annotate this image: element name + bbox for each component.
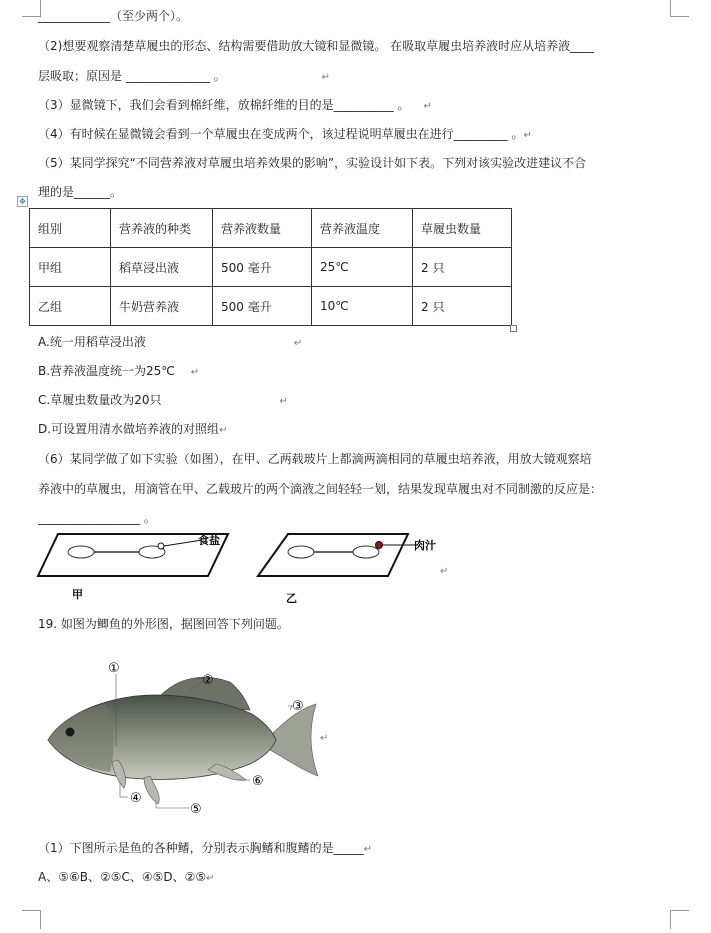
table-row bbox=[30, 248, 512, 287]
slide-left bbox=[38, 533, 228, 601]
page-corner-bottom-right bbox=[670, 910, 689, 929]
paragraph-mark: ↵ bbox=[321, 72, 331, 83]
question-line-9: 养液中的草履虫，用滴管在甲、乙载玻片的两个滴液之间轻轻一划，结果发现草履虫对不同制激的反应是： bbox=[38, 482, 603, 496]
table-cell: 2 只 bbox=[413, 287, 512, 326]
tail-fin bbox=[270, 704, 318, 776]
page-corner-bottom-left bbox=[22, 910, 41, 929]
question-line-7: 理的是______。 bbox=[38, 185, 123, 199]
table-header-cell: 营养液数量 bbox=[213, 209, 312, 248]
question-line-10: _________________ 。 bbox=[38, 511, 156, 525]
paragraph-mark: ↵ bbox=[363, 844, 373, 855]
question-line-2: （2)想要观察清楚草履虫的形态、结构需要借助放大镜和显微镜。 在吸取草履虫培养液时应从培养液____ bbox=[38, 39, 595, 53]
question-line-3: 层吸取；原因是 ______________ 。 ↵ bbox=[38, 69, 331, 83]
paragraph-mark: ↵ bbox=[279, 396, 288, 407]
question-line-6: （5）某同学探究“不同营养液对草履虫培养效果的影响”，实验设计如下表。下列对该实验改进建议不合 bbox=[38, 156, 587, 170]
table-header-row bbox=[30, 209, 512, 248]
paragraph-mark: ↵ bbox=[219, 425, 228, 436]
table-resize-handle[interactable] bbox=[510, 325, 517, 332]
fish-label-1: ① bbox=[108, 661, 120, 676]
fish-label-5: ⑤ bbox=[190, 802, 202, 817]
page-corner-top-right bbox=[670, 0, 689, 17]
option-b: B.营养液温度统一为25℃ ↵ bbox=[38, 364, 200, 378]
salt-label: 食盐 bbox=[198, 534, 220, 547]
table-header-cell: 营养液的种类 bbox=[111, 209, 213, 248]
fish-head-shade bbox=[48, 704, 113, 772]
table-cell: 2 只 bbox=[413, 248, 512, 287]
question-line-1: ____________（至少两个）。 bbox=[38, 9, 189, 23]
slide-left-caption: 甲 bbox=[72, 588, 83, 601]
fish-label-4: ④ bbox=[130, 791, 142, 806]
option-d: D.可设置用清水做培养液的对照组↵ bbox=[38, 422, 228, 436]
table-row bbox=[30, 287, 512, 326]
paragraph-mark: ↵ bbox=[293, 338, 303, 349]
fish-label-3: ③ bbox=[292, 699, 304, 714]
question-line-5: （4）有时候在显微镜会看到一个草履虫在变成两个，该过程说明草履虫在进行_________ 。↵ bbox=[38, 127, 532, 141]
question-19-options: A、⑤⑥B、②⑤C、④⑤D、②⑤↵ bbox=[38, 870, 215, 884]
fish-figure bbox=[40, 652, 340, 822]
table-cell: 10℃ bbox=[312, 287, 413, 326]
paragraph-mark: ↵ bbox=[423, 101, 432, 112]
paragraph-mark: ↵ bbox=[440, 566, 449, 577]
table-move-handle[interactable]: ✥ bbox=[17, 196, 28, 207]
table-header-cell: 营养液温度 bbox=[312, 209, 413, 248]
fish-eye bbox=[66, 728, 75, 737]
option-c: C.草履虫数量改为20只 ↵ bbox=[38, 393, 288, 407]
fish-label-2: ② bbox=[202, 673, 214, 688]
juice-label: 肉汁 bbox=[414, 539, 436, 552]
table-cell: 甲组 bbox=[30, 248, 111, 287]
slide-right bbox=[258, 534, 436, 605]
paragraph-mark: ↵ bbox=[206, 873, 215, 884]
question-line-4: （3）显微镜下，我们会看到棉纤维，放棉纤维的目的是__________ 。 ↵ bbox=[38, 98, 432, 112]
table-header-cell: 草履虫数量 bbox=[413, 209, 512, 248]
table-cell: 25℃ bbox=[312, 248, 413, 287]
table-cell: 稻草浸出液 bbox=[111, 248, 213, 287]
table-cell: 500 毫升 bbox=[213, 287, 312, 326]
question-19-1: （1）下图所示是鱼的各种鳍，分别表示胸鳍和腹鳍的是_____↵ bbox=[38, 841, 373, 855]
paragraph-mark: ↵ bbox=[523, 130, 532, 141]
paragraph-mark: ↵ bbox=[320, 733, 329, 744]
pelvic-fin bbox=[144, 776, 159, 804]
question-line-8: （6）某同学做了如下实验（如图），在甲、乙两载玻片上都滴两滴相同的草履虫培养液，用放大镜观察培 bbox=[38, 452, 592, 466]
table-cell: 牛奶营养液 bbox=[111, 287, 213, 326]
experiment-table bbox=[29, 208, 512, 326]
table-header-cell: 组别 bbox=[30, 209, 111, 248]
option-a: A.统一用稻草浸出液 ↵ bbox=[38, 335, 303, 349]
table-cell: 乙组 bbox=[30, 287, 111, 326]
slides-figure bbox=[36, 530, 456, 606]
paragraph-mark: ↵ bbox=[190, 367, 200, 378]
table-cell: 500 毫升 bbox=[213, 248, 312, 287]
question-19: 19. 如图为鲫鱼的外形图，据图回答下列问题。 bbox=[38, 617, 289, 631]
fish-label-6: ⑥ bbox=[252, 774, 264, 789]
slide-right-caption: 乙 bbox=[286, 592, 297, 605]
